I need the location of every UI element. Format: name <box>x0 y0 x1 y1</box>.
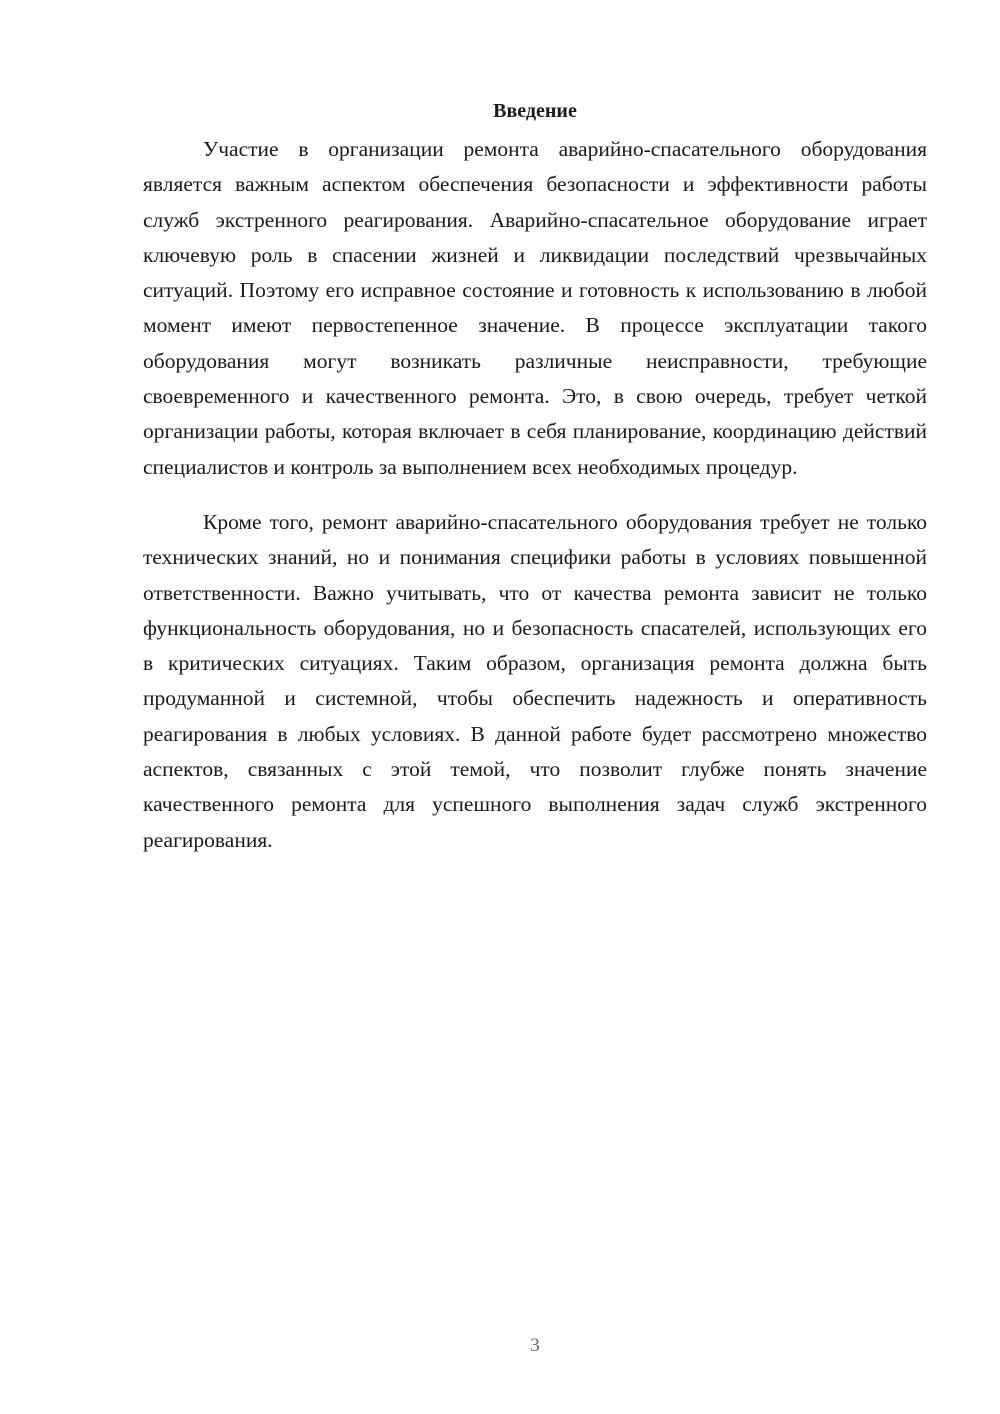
page-number: 3 <box>530 1335 540 1356</box>
section-heading: Введение <box>493 100 577 122</box>
page-content <box>143 96 927 858</box>
paragraph-1: Участие в организации ремонта аварийно-спасательного оборудования является важным аспектом обеспечения безопасности и эффективности работы служб экстренного реагирования. Аварийно-спасательное оборудование играет ключевую роль в спасении жизней и ликвидации последствий чрезвычайных ситуаций. Поэтому его исправное состояние и готовность к использованию в любой момент имеют первостепенное значение. В процессе эксплуатации такого оборудования могут возникать различные неисправности, требующие своевременного и качественного ремонта. Это, в свою очередь, требует четкой организации работы, которая включает в себя планирование, координацию действий специалистов и контроль за выполнением всех необходимых процедур. <box>143 137 927 479</box>
paragraph-2: Кроме того, ремонт аварийно-спасательного оборудования требует не только технических знаний, но и понимания специфики работы в условиях повышенной ответственности. Важно учитывать, что от качества ремонта зависит не только функциональность оборудования, но и безопасность спасателей, использующих его в критических ситуациях. Таким образом, организация ремонта должна быть продуманной и системной, чтобы обеспечить надежность и оперативность реагирования в любых условиях. В данной работе будет рассмотрено множество аспектов, связанных с этой темой, что позволит глубже понять значение качественного ремонта для успешного выполнения задач служб экстренного реагирования. <box>143 509 927 852</box>
